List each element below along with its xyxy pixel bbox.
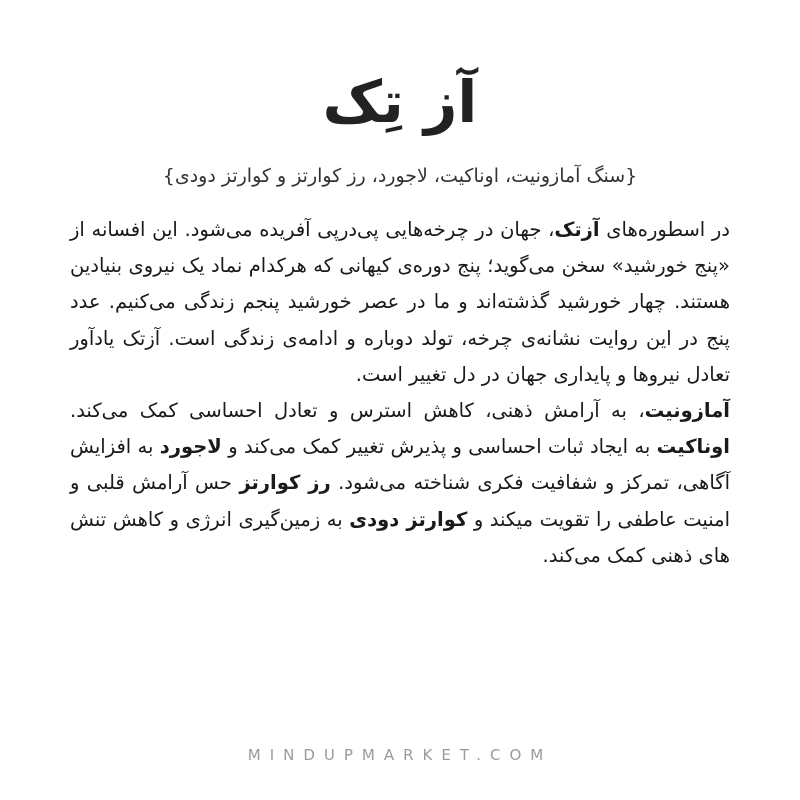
text-segment: در اسطوره‌های: [599, 218, 730, 241]
stones-subtitle: {سنگ آمازونیت، اوناکیت، لاجورد، رز کوارتز و کوارتز دودی}: [162, 165, 638, 187]
text-segment: به ایجاد ثبات احساسی و پذیرش تغییر کمک می‌کند و: [221, 435, 657, 459]
text-segment: ، به آرامش ذهنی، کاهش استرس و تعادل احساسی کمک می‌کند.: [70, 399, 645, 423]
text-segment: به زمین‌گیری انرژی و کاهش تنش های ذهنی کمک می‌کند.: [70, 507, 730, 567]
lapis-term: لاجورد: [159, 435, 222, 459]
unakite-term: اوناکیت: [656, 435, 730, 459]
page-title: آز تِک: [322, 68, 478, 136]
footer-website: MINDUPMARKET.COM: [247, 746, 553, 764]
amazonite-term: آمازونیت: [644, 399, 730, 423]
text-segment: ، جهان در چرخه‌هایی پی‌درپی آفریده می‌شود. این افسانه از «پنج خورشید» سخن می‌گوید؛ پنج دوره‌ی کیهانی که هرکدام نماد یک نیروی بنیادین هستند. چهار خورشید گذشته‌اند و ما در عصر خورشید پنجم زندگی می‌کنیم. عدد پنج در این روایت نشانه‌ی چرخه، تولد دوباره و ادامه‌ی زندگی است. آزتک یادآور تعادل نیروها و پایداری جهان در دل تغییر است.: [70, 218, 730, 386]
text-segment: حس آرامش قلبی و امنیت عاطفی را تقویت میکند و: [70, 471, 730, 531]
text-segment: به افزایش آگاهی، تمرکز و شفافیت فکری شناخته می‌شود.: [70, 435, 730, 495]
stones-paragraph: [70, 393, 730, 574]
aztec-term: آزتک: [554, 218, 600, 241]
legend-paragraph: [70, 212, 730, 393]
article-body: [70, 212, 730, 574]
smoky-quartz-term: کوارتز دودی: [349, 507, 468, 531]
rose-quartz-term: رز کوارتز: [239, 471, 331, 495]
